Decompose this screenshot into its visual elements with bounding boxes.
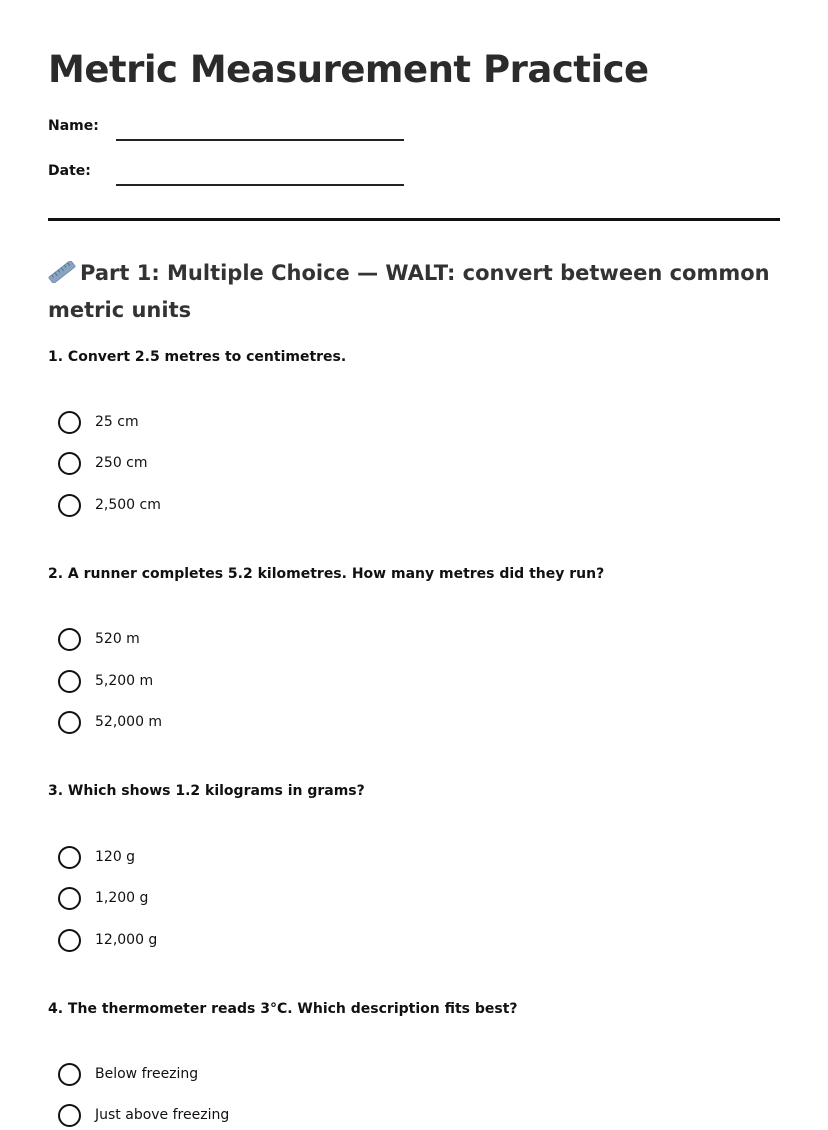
radio-button[interactable] [58, 1063, 81, 1086]
radio-button[interactable] [58, 494, 81, 517]
radio-button[interactable] [58, 711, 81, 734]
header-divider [48, 218, 780, 221]
question-4: 4. The thermometer reads 3°C. Which description fits best? [48, 1001, 518, 1017]
option-label: Just above freezing [95, 1107, 230, 1123]
q4-option-1[interactable] [58, 1063, 458, 1089]
option-label: 2,500 cm [95, 497, 161, 513]
name-input-line[interactable] [116, 139, 404, 141]
option-label: 25 cm [95, 414, 139, 430]
radio-button[interactable] [58, 670, 81, 693]
name-field[interactable] [48, 118, 408, 142]
date-input-line[interactable] [116, 184, 404, 186]
radio-button[interactable] [58, 452, 81, 475]
q1-option-3[interactable] [58, 494, 458, 520]
option-label: 120 g [95, 849, 136, 865]
option-label: 1,200 g [95, 890, 149, 906]
question-1: 1. Convert 2.5 metres to centimetres. [48, 349, 347, 365]
date-field[interactable] [48, 163, 408, 187]
q3-option-2[interactable] [58, 887, 458, 913]
page-title: Metric Measurement Practice [48, 48, 649, 91]
option-label: Below freezing [95, 1066, 199, 1082]
name-label: Name: [48, 118, 99, 134]
radio-button[interactable] [58, 628, 81, 651]
q3-option-1[interactable] [58, 846, 458, 872]
option-label: 520 m [95, 631, 140, 647]
section-heading-text: Part 1: Multiple Choice — WALT: convert between common metric units [48, 261, 770, 322]
radio-button[interactable] [58, 411, 81, 434]
question-3: 3. Which shows 1.2 kilograms in grams? [48, 783, 365, 799]
section-heading [48, 255, 780, 329]
q1-option-2[interactable] [58, 452, 458, 478]
q4-option-2[interactable] [58, 1104, 458, 1130]
radio-button[interactable] [58, 846, 81, 869]
q2-option-2[interactable] [58, 670, 458, 696]
q1-option-1[interactable] [58, 411, 458, 437]
q2-option-3[interactable] [58, 711, 458, 737]
ruler-icon [48, 261, 76, 283]
date-label: Date: [48, 163, 91, 179]
q2-option-1[interactable] [58, 628, 458, 654]
question-2: 2. A runner completes 5.2 kilometres. How many metres did they run? [48, 566, 605, 582]
option-label: 52,000 m [95, 714, 163, 730]
option-label: 250 cm [95, 455, 148, 471]
q3-option-3[interactable] [58, 929, 458, 955]
radio-button[interactable] [58, 929, 81, 952]
option-label: 12,000 g [95, 932, 158, 948]
option-label: 5,200 m [95, 673, 154, 689]
radio-button[interactable] [58, 1104, 81, 1127]
radio-button[interactable] [58, 887, 81, 910]
